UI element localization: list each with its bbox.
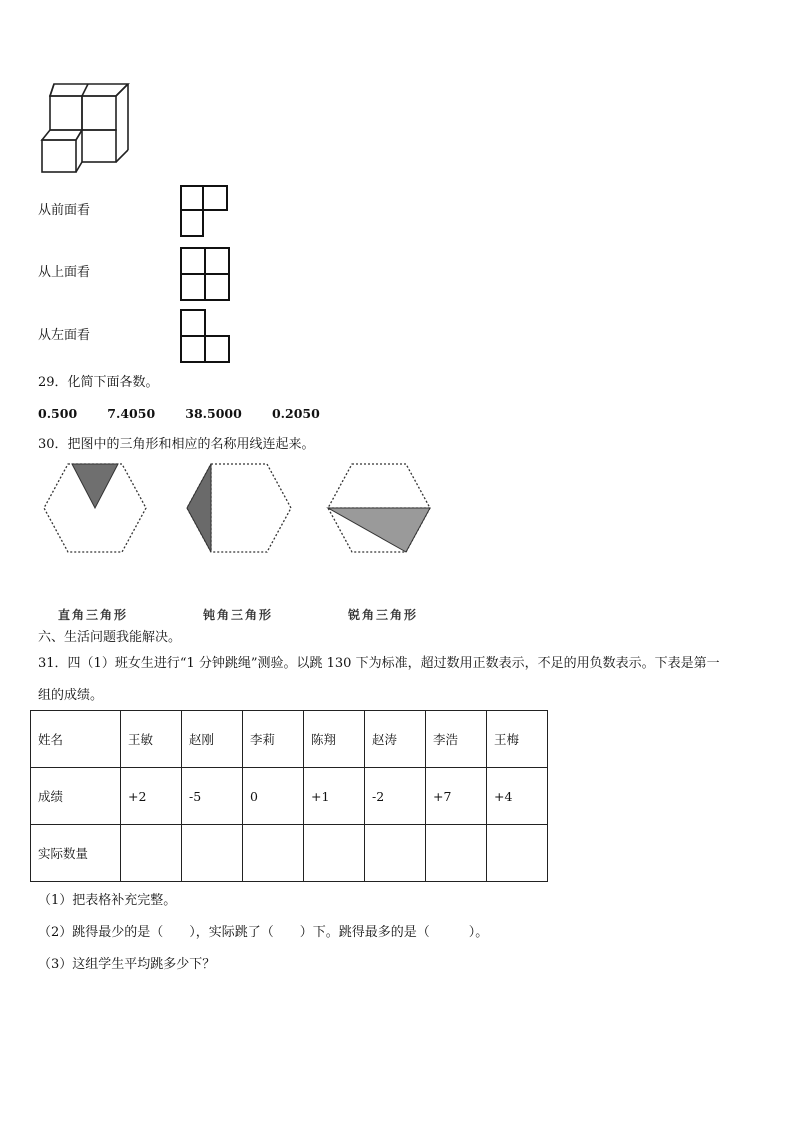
cube-solid-figure	[36, 80, 136, 175]
name-cell: 王敏	[121, 711, 182, 768]
q31-text-line1: 31．四（1）班女生进行“1 分钟跳绳”测验。以跳 130 下为标准，超过数用正数表示，不足的用负数表示。下表是第一	[38, 656, 720, 671]
q29-number: 0.500	[38, 406, 78, 421]
front-view-grid	[180, 185, 228, 237]
left-view-grid	[180, 309, 230, 363]
hexagon-acute-triangle-figure	[324, 460, 434, 556]
view-left-label: 从左面看	[38, 328, 91, 343]
name-cell: 赵涛	[365, 711, 426, 768]
actual-cell[interactable]	[426, 825, 487, 882]
score-cell: -2	[365, 768, 426, 825]
score-cell: +4	[487, 768, 548, 825]
score-cell: -5	[182, 768, 243, 825]
actual-cell[interactable]	[121, 825, 182, 882]
label-obtuse-triangle: 钝角三角形	[203, 608, 274, 622]
actual-cell[interactable]	[365, 825, 426, 882]
scores-table	[30, 710, 548, 882]
score-cell: +1	[304, 768, 365, 825]
q31-sub3: （3）这组学生平均跳多少下？	[38, 957, 216, 972]
row-header: 姓名	[31, 711, 121, 768]
table-row	[31, 711, 548, 768]
name-cell: 李莉	[243, 711, 304, 768]
score-cell: 0	[243, 768, 304, 825]
row-header: 成绩	[31, 768, 121, 825]
q29-numbers	[38, 406, 346, 423]
q31-sub2: （2）跳得最少的是（ ），实际跳了（ ）下。跳得最多的是（ ）。	[38, 925, 489, 940]
actual-cell[interactable]	[182, 825, 243, 882]
score-cell: +2	[121, 768, 182, 825]
actual-cell[interactable]	[487, 825, 548, 882]
section-six-title: 六、生活问题我能解决。	[38, 630, 182, 645]
score-cell: +7	[426, 768, 487, 825]
table-row	[31, 825, 548, 882]
q29-number: 38.5000	[185, 406, 242, 421]
row-header: 实际数量	[31, 825, 121, 882]
q30-title: 30．把图中的三角形和相应的名称用线连起来。	[38, 437, 315, 452]
name-cell: 陈翔	[304, 711, 365, 768]
q31-text-line2: 组的成绩。	[38, 688, 104, 703]
name-cell: 李浩	[426, 711, 487, 768]
name-cell: 王梅	[487, 711, 548, 768]
label-right-triangle: 直角三角形	[58, 608, 129, 622]
top-view-grid	[180, 247, 230, 301]
label-acute-triangle: 锐角三角形	[348, 608, 419, 622]
table-row	[31, 768, 548, 825]
q31-sub1: （1）把表格补充完整。	[38, 893, 177, 908]
view-top-label: 从上面看	[38, 265, 91, 280]
hexagon-obtuse-triangle-figure	[183, 460, 295, 556]
actual-cell[interactable]	[304, 825, 365, 882]
view-front-label: 从前面看	[38, 203, 91, 218]
actual-cell[interactable]	[243, 825, 304, 882]
hexagon-right-triangle-figure	[40, 460, 150, 556]
q29-title: 29．化简下面各数。	[38, 375, 159, 390]
name-cell: 赵刚	[182, 711, 243, 768]
q29-number: 0.2050	[271, 406, 320, 421]
q29-number: 7.4050	[107, 406, 156, 421]
